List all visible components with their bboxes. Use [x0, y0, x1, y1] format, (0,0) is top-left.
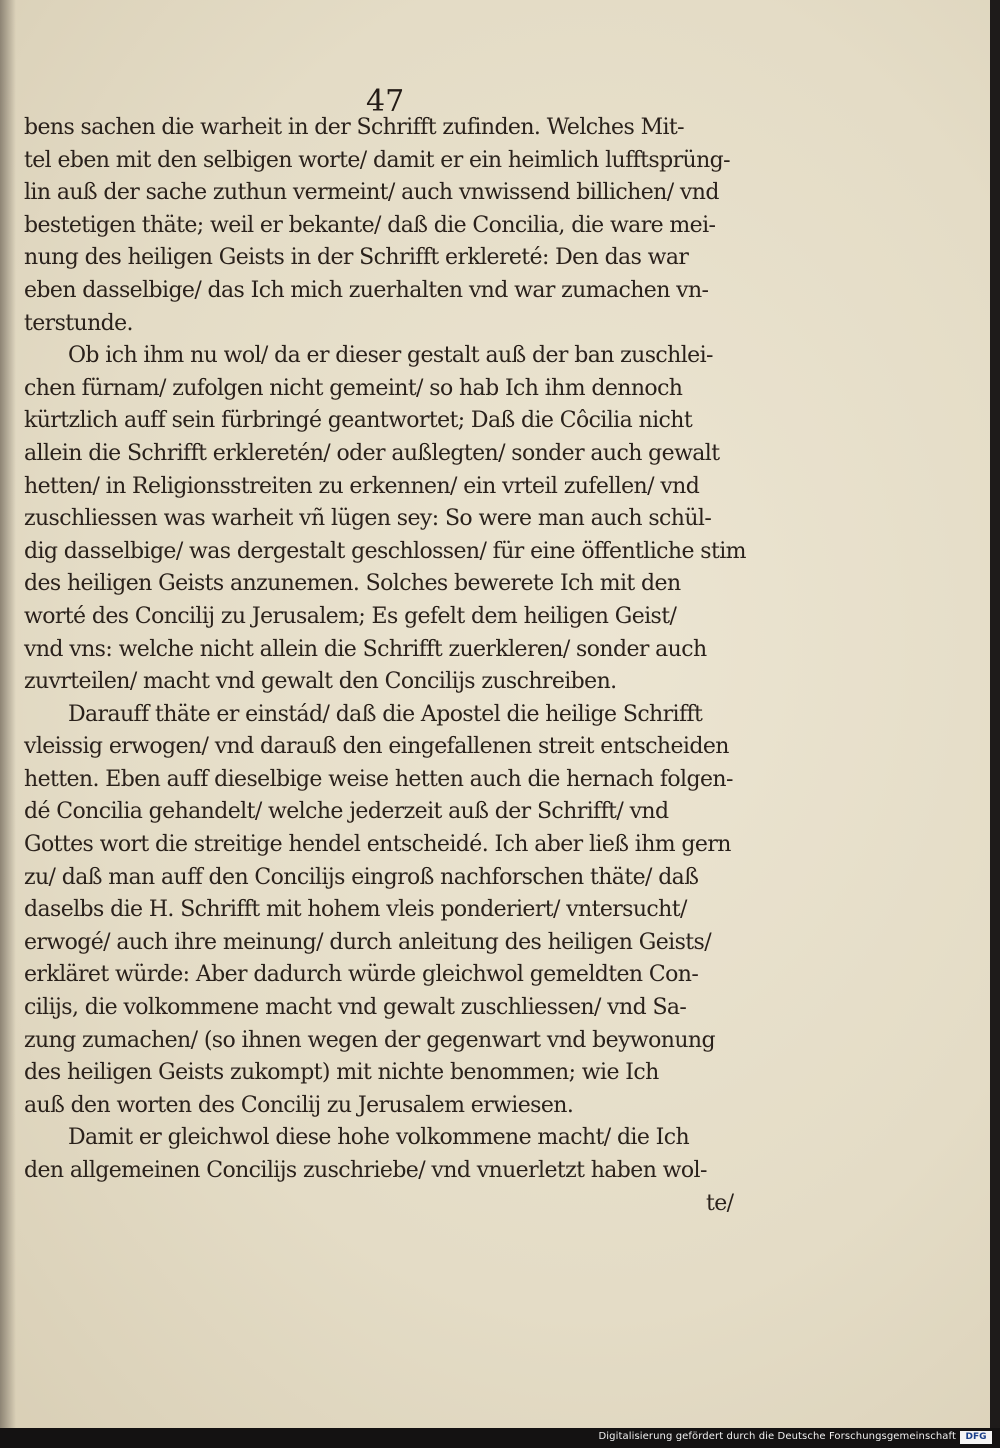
text-line: Gottes wort die streitige hendel entscheidé. Ich aber ließ ihm gern — [24, 832, 731, 858]
text-line: hetten/ in Religionsstreiten zu erkennen/ ein vrteil zufellen/ vnd — [24, 473, 700, 499]
text-line: zu/ daß man auff den Concilijs eingroß nachforschen thäte/ daß — [24, 864, 699, 890]
text-line: chen fürnam/ zufolgen nicht gemeint/ so hab Ich ihm dennoch — [24, 375, 683, 401]
text-line: des heiligen Geists zukompt) mit nichte benommen; wie Ich — [24, 1060, 659, 1086]
text-line: dé Concilia gehandelt/ welche jederzeit auß der Schrifft/ vnd — [24, 799, 669, 825]
text-line: des heiligen Geists anzunemen. Solches bewerete Ich mit den — [24, 571, 681, 597]
funding-notice: Digitalisierung gefördert durch die Deutsche Forschungsgemeinschaft — [598, 1431, 956, 1442]
footer-bar — [0, 1428, 1000, 1448]
text-line: eben dasselbige/ das Ich mich zuerhalten vnd war zumachen vn- — [24, 277, 709, 303]
text-line: erkläret würde: Aber dadurch würde gleichwol gemeldten Con- — [24, 962, 699, 988]
text-line: zuschliessen was warheit vñ lügen sey: So were man auch schül- — [24, 506, 712, 532]
text-line: bens sachen die warheit in der Schrifft zufinden. Welches Mit- — [24, 115, 685, 140]
body-text — [24, 112, 754, 1220]
page-edge-shadow — [0, 0, 16, 1428]
text-line: worté des Concilij zu Jerusalem; Es gefelt dem heiligen Geist/ — [24, 603, 677, 629]
text-line: vleissig erwogen/ vnd darauß den eingefallenen streit entscheiden — [24, 734, 729, 760]
dfg-logo: DFG — [960, 1431, 992, 1444]
text-line: den allgemeinen Concilijs zuschriebe/ vnd vnuerletzt haben wol- — [24, 1158, 707, 1183]
text-line: cilijs, die volkommene macht vnd gewalt zuschliessen/ vnd Sa- — [24, 995, 687, 1021]
text-line: Damit er gleichwol diese hohe volkommene macht/ die Ich — [68, 1125, 690, 1151]
catchword: te/ — [706, 1190, 734, 1216]
text-line: bestetigen thäte; weil er bekante/ daß die Concilia, die ware mei- — [24, 212, 716, 238]
text-line: tel eben mit den selbigen worte/ damit er ein heimlich lufftsprüng- — [24, 147, 730, 173]
text-line: lin auß der sache zuthun vermeint/ auch vnwissend billichen/ vnd — [24, 180, 719, 206]
text-line: dig dasselbige/ was dergestalt geschlossen/ für eine öffentliche stim — [24, 538, 746, 564]
text-line: allein die Schrifft erkleretén/ oder außlegten/ sonder auch gewalt — [24, 440, 720, 466]
text-line: hetten. Eben auff dieselbige weise hetten auch die hernach folgen- — [24, 766, 733, 792]
text-line: nung des heiligen Geists in der Schrifft erklereté: Den das war — [24, 245, 689, 271]
text-line: Darauff thäte er einstád/ daß die Apostel die heilige Schrifft — [68, 701, 703, 727]
text-line: zung zumachen/ (so ihnen wegen der gegenwart vnd beywonung — [24, 1027, 715, 1053]
text-line: Ob ich ihm nu wol/ da er dieser gestalt auß der ban zuschlei- — [68, 343, 713, 369]
text-line: vnd vns: welche nicht allein die Schrifft zuerkleren/ sonder auch — [24, 636, 707, 662]
text-line: auß den worten des Concilij zu Jerusalem erwiesen. — [24, 1092, 574, 1118]
text-line: erwogé/ auch ihre meinung/ durch anleitung des heiligen Geists/ — [24, 929, 712, 955]
text-line: terstunde. — [24, 310, 133, 336]
text-line: kürtzlich auff sein fürbringé geantwortet; Daß die Côcilia nicht — [24, 408, 693, 434]
page-number: 47 — [366, 84, 405, 119]
text-line: daselbs die H. Schrifft mit hohem vleis ponderiert/ vntersucht/ — [24, 897, 687, 923]
text-line: zuvrteilen/ macht vnd gewalt den Concilijs zuschreiben. — [24, 669, 617, 695]
